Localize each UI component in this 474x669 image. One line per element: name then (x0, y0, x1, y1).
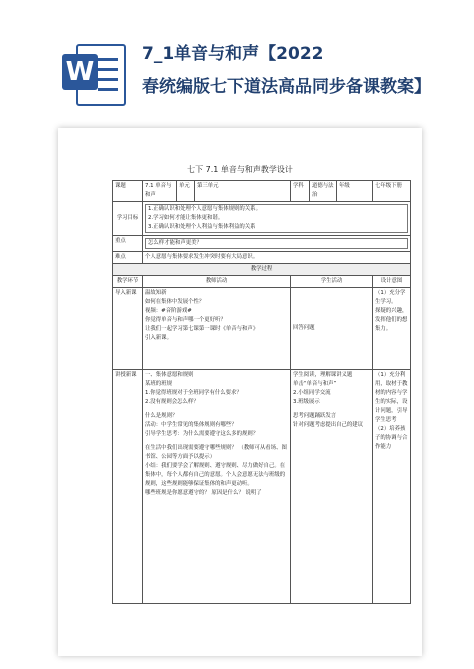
intro-teacher-line: 视频：#音阶游戏# (145, 308, 192, 314)
lecture-teacher-line: 哪些班规是你愿意遵守的？ 原因是什么？ 说明了 (145, 490, 262, 496)
cell-discipline-value: 道德与法治 (310, 181, 337, 202)
intro-teacher-line: 温故知新 (145, 290, 167, 296)
cell-grade-value: 七年级下册 (373, 181, 411, 202)
process-columns-row (113, 276, 411, 288)
intro-intent-line: 探疑的兴趣，发挥他们的想 (375, 308, 408, 323)
page-title-line2: 春统编版七下道法高品同步备课教案】 (142, 77, 431, 97)
lecture-teacher-line: 1.你觉得班规对于全班同学有什么要求？ (145, 390, 242, 396)
cell-objectives-label: 学习目标 (113, 202, 143, 236)
cell-grade-label: 年级 (337, 181, 373, 202)
cell-intro-intent (373, 288, 411, 370)
process-header-row (113, 264, 411, 276)
cell-subject-value: 7.1 单音与和声 (143, 181, 177, 202)
cell-difficult-text: 个人意愿与集体要求发生冲突时要有大局意识。 (143, 252, 411, 264)
lecture-student-line: 3.班级展示 (293, 399, 320, 405)
cell-unit-label: 单元 (177, 181, 195, 202)
page-title-line1: 7_1单音与和声【2022 (142, 44, 324, 64)
cell-lecture-student (291, 370, 373, 604)
lecture-student-line: 单击“单音与和声” (293, 381, 337, 387)
lecture-intent-line: （1）充分利用，取材于教材的内容与学生的实际，设计问题，引导学生思考 (375, 372, 408, 423)
lecture-teacher-line: 一、集体意愿和规则 (145, 372, 194, 378)
lecture-intent-line: （2）培养孩子的协调与合作能力 (375, 426, 408, 450)
cell-lecture-teacher (143, 370, 291, 604)
subject-row (113, 181, 411, 202)
lecture-teacher-line: 在生活中我们出现需要遵守哪些规则？ （教师可从看场、图书馆、公园等方面予以提示） (145, 445, 287, 460)
document-banner (0, 0, 474, 118)
cell-key-label: 重点 (113, 236, 143, 252)
key-point-text: 怎么样才能和声更美？ (145, 238, 408, 249)
intro-teacher-line: 如何在集体中发展个性？ (145, 299, 205, 305)
col-design-intent: 设计意图 (373, 276, 411, 288)
cell-intro-student: 回答问题 (291, 288, 373, 370)
lecture-student-line: 思考问题踊跃发言 (293, 413, 337, 419)
objectives-row (113, 202, 411, 236)
lecture-student-line: 2.小组同学交流 (293, 390, 331, 396)
document-preview (58, 128, 422, 656)
lesson-plan-heading: 七下 7.1 单音与和声教学设计 (187, 165, 293, 174)
cell-unit-value: 第三单元 (195, 181, 291, 202)
difficult-point-row (113, 252, 411, 264)
lecture-row (113, 370, 411, 604)
cell-intro-stage: 导入新课 (113, 288, 143, 370)
objective-item: 2.学习如何才能让集体更和谐。 (148, 215, 224, 221)
intro-intent-line: （1）充分学生学习。 (375, 290, 406, 305)
page-title (142, 38, 468, 104)
intro-row (113, 288, 411, 370)
intro-teacher-line: 让我们一起学习第七课第一课时《单音与和声》 (145, 326, 259, 332)
cell-lecture-intent (373, 370, 411, 604)
cell-subject-label: 课题 (113, 181, 143, 202)
objective-item: 3.正确认识和处理个人利益与集体利益的关系 (148, 224, 256, 230)
lecture-teacher-line: 活动：中学生常见的集体规则有哪些？ (145, 422, 237, 428)
word-w-letter-icon: W (62, 54, 98, 90)
col-stage: 教学环节 (113, 276, 143, 288)
intro-teacher-line: 你觉得单音与和声哪一个更好听？ (145, 317, 226, 323)
key-point-row (113, 236, 411, 252)
lecture-teacher-line: 某班的班规 (145, 381, 172, 387)
word-document-icon (62, 40, 124, 106)
lesson-plan-table (112, 180, 411, 604)
cell-objectives-list (143, 202, 411, 236)
cell-process-header: 教学过程 (113, 264, 411, 276)
cell-lecture-stage: 讲授新课 (113, 370, 143, 604)
col-student-activity: 学生活动 (291, 276, 373, 288)
objective-item: 1.正确认识和处理个人意愿与集体规则的关系。 (148, 206, 261, 212)
cell-discipline-label: 学科 (291, 181, 310, 202)
col-teacher-activity: 教师活动 (143, 276, 291, 288)
lecture-teacher-line: 什么是规则？ (145, 413, 178, 419)
intro-intent-line: 集力。 (375, 326, 392, 332)
lecture-teacher-line: 引导学生思考：为什么需要遵守这么多的规则？ (145, 431, 259, 437)
intro-teacher-line: 引入新课。 (145, 335, 172, 341)
lecture-student-line: 针对问题考虑提出自己的建议 (293, 422, 364, 428)
lecture-teacher-line: 小结：我们要学会了解规则、遵守规则、尽力做好自己。在集体中，每个人都有自己的意愿。个人会意愿无法与班级的规则，这些规则能够保证集体的和声更动听。 (145, 463, 286, 487)
cell-intro-teacher (143, 288, 291, 370)
cell-key-text (143, 236, 411, 252)
cell-difficult-label: 难点 (113, 252, 143, 264)
lecture-teacher-line: 2.没有规则会怎么样？ (145, 399, 199, 405)
lecture-student-line: 学生阅读，理解课讲义题 (293, 372, 353, 378)
